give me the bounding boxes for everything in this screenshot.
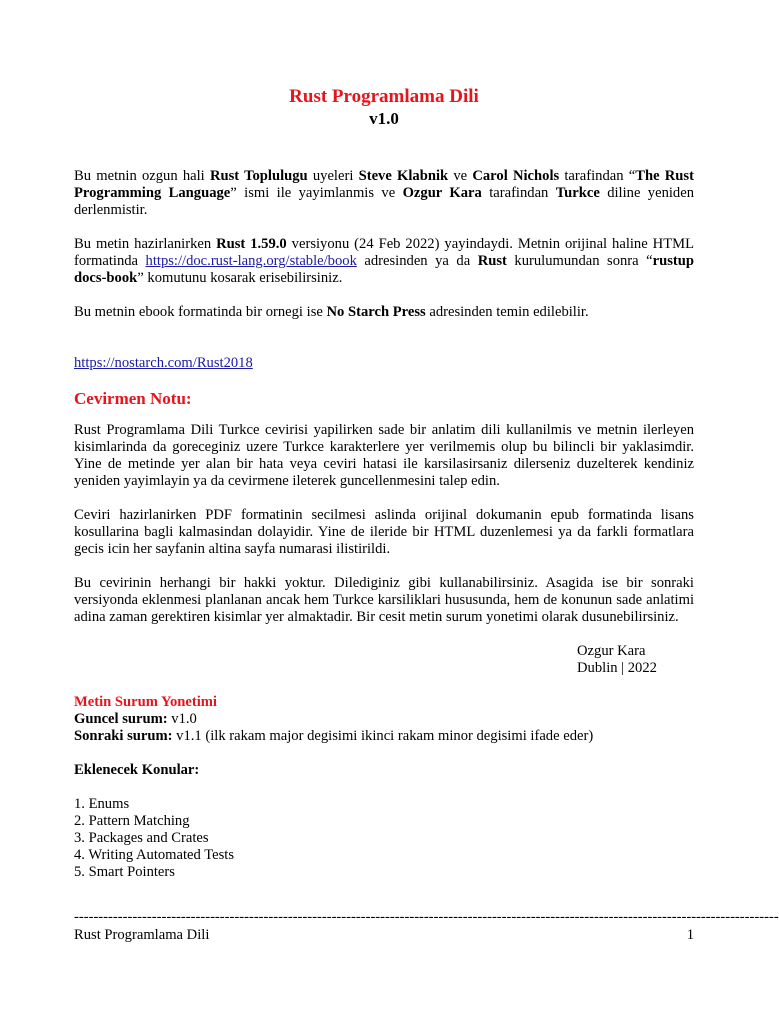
text-run: Bu metin hazirlanirken	[74, 236, 217, 252]
translator-name: Ozgur Kara	[402, 185, 482, 201]
text-run: versiyonu (24 Feb 2022) yayindaydi. Metnin orijinal haline HTML formatinda	[74, 236, 695, 269]
next-version-line	[74, 728, 694, 745]
intro-paragraph-1	[74, 168, 694, 219]
publisher-name: No Starch Press	[326, 304, 426, 320]
next-version-value: v1.1 (ilk rakam major degisimi ikinci rakam minor degisimi ifade eder)	[172, 728, 594, 744]
list-item: 5. Smart Pointers	[74, 864, 175, 880]
text-run: ve	[448, 168, 473, 184]
page-number: 1	[686, 927, 694, 943]
version-management-heading: Metin Surum Yonetimi	[74, 694, 217, 710]
topics-heading	[74, 762, 694, 779]
page-content	[74, 86, 694, 881]
list-item: 1. Enums	[74, 796, 130, 812]
language-name: Turkce	[555, 185, 600, 201]
author-name: Carol Nichols	[472, 168, 560, 184]
author-name: Steve Klabnik	[358, 168, 449, 184]
nostarch-link[interactable]: https://nostarch.com/Rust2018	[74, 355, 253, 371]
text-run: ” komutunu kosarak erisebilirsiniz.	[137, 270, 343, 286]
translator-note-paragraph-2: Ceviri hazirlanirken PDF formatinin secilmesi aslinda orijinal dokumanin epub formatinda lisans kosullarina bagli kalmasindan dolayidir. Yine de ileride bir HTML duzenlemesi ya da farkli formatlara gecis icin her sayfanin altina sayfa numarasi ilistirildi.	[74, 507, 694, 557]
text-run: Bu metnin ebook formatinda bir ornegi ise	[74, 304, 327, 320]
community-name: Rust Toplulugu	[209, 168, 308, 184]
text-run: adresinden ya da	[356, 253, 478, 269]
book-title: The Rust Programming Language	[74, 168, 694, 201]
list-item: 4. Writing Automated Tests	[74, 847, 234, 863]
intro-paragraph-2	[74, 236, 694, 287]
rust-name: Rust	[477, 253, 507, 269]
text-run: kurulumundan sonra “	[506, 253, 653, 269]
translator-note-heading: Cevirmen Notu:	[74, 389, 192, 408]
text-run: tarafindan	[481, 185, 556, 201]
rust-book-link[interactable]: https://doc.rust-lang.org/stable/book	[145, 253, 357, 269]
current-version-line	[74, 711, 694, 728]
current-version-label: Guncel surum:	[74, 711, 168, 727]
topics-list	[74, 796, 694, 881]
text-run: uyeleri	[307, 168, 359, 184]
list-item: 2. Pattern Matching	[74, 813, 190, 829]
current-version-value: v1.0	[167, 711, 197, 727]
footer-rule: -------------------------------------------------------------------------------------------------------------------------------------------------	[74, 909, 779, 925]
text-run: adresinden temin edilebilir.	[425, 304, 589, 320]
page-footer	[74, 927, 694, 944]
footer-title: Rust Programlama Dili	[74, 927, 210, 943]
intro-paragraph-3	[74, 304, 694, 321]
document-version: v1.0	[369, 109, 399, 128]
signature-name: Ozgur Kara	[577, 643, 646, 659]
nostarch-link-line	[74, 355, 694, 372]
document-title: Rust Programlama Dili	[289, 86, 479, 107]
text-run: tarafindan “	[559, 168, 636, 184]
text-run: ” ismi ile yayimlanmis ve	[230, 185, 403, 201]
text-run: diline yeniden derlenmistir.	[74, 185, 695, 218]
signature-place: Dublin | 2022	[577, 660, 657, 676]
text-run: Bu metnin ozgun hali	[74, 168, 210, 184]
rust-version: Rust 1.59.0	[216, 236, 287, 252]
topics-heading-text: Eklenecek Konular:	[74, 762, 200, 778]
list-item: 3. Packages and Crates	[74, 830, 209, 846]
translator-note-paragraph-3: Bu cevirinin herhangi bir hakki yoktur. Dilediginiz gibi kullanabilirsiniz. Asagida ise bir sonraki versiyonda eklenmesi planlanan ancak hem Turkce karsiliklari hususunda, hem de konunun sade anlatimi adina zaman gerektiren kisimlar yer almaktadir. Bir cesit metin surum yonetimi olarak dusunebilirsiniz.	[74, 575, 694, 625]
command-name: rustup docs-book	[74, 253, 695, 286]
next-version-label: Sonraki surum:	[74, 728, 173, 744]
translator-note-paragraph-1: Rust Programlama Dili Turkce cevirisi yapilirken sade bir anlatim dili kullanilmis ve metnin ilerleyen kisimlarinda da goreceginiz uzere Turkce karakterlere yer verilmemis olup bu bilincli bir yaklasimdir. Yine de metinde yer alan bir hata veya ceviri hatasi ile karsilasirsaniz dilerseniz duzelterek kendiniz yeniden yayimlayin ya da cevirmene ileterek guncellenmesini talep edin.	[74, 422, 694, 489]
signature-block	[577, 643, 694, 677]
